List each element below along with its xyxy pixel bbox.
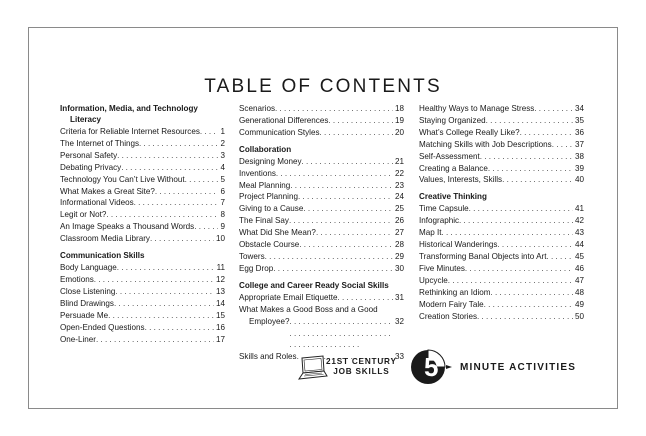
entry-page-number: 29 bbox=[394, 251, 404, 261]
dot-leader bbox=[194, 221, 218, 233]
entry-title: Skills and Roles bbox=[239, 352, 297, 362]
entry-title: Informational Videos bbox=[60, 198, 134, 208]
entry-page-number: 9 bbox=[220, 222, 225, 232]
entry-title: Open-Ended Questions bbox=[60, 322, 145, 332]
toc-entry[interactable] bbox=[239, 203, 404, 215]
entry-page-number: 24 bbox=[394, 192, 404, 202]
dot-leader bbox=[276, 168, 393, 180]
entry-title: What Did She Mean? bbox=[239, 228, 316, 238]
entry-title: Classroom Media Library bbox=[60, 234, 150, 244]
section-heading-continued: Literacy bbox=[70, 115, 102, 124]
dot-leader bbox=[298, 191, 393, 203]
toc-section bbox=[419, 103, 584, 186]
entry-page-number: 7 bbox=[220, 198, 225, 208]
dot-leader bbox=[491, 287, 573, 299]
section-heading-text: Information, Media, and Technology bbox=[60, 104, 198, 113]
entry-page-number: 26 bbox=[394, 216, 404, 226]
entry-title: Rethinking an Idiom bbox=[419, 287, 491, 297]
dot-leader bbox=[134, 197, 219, 209]
entry-title: Generational Differences bbox=[239, 115, 329, 125]
entry-page-number: 5 bbox=[220, 174, 225, 184]
entry-page-number: 36 bbox=[574, 127, 584, 137]
entry-page-number: 22 bbox=[394, 168, 404, 178]
entry-page-number: 38 bbox=[574, 151, 584, 161]
dot-leader bbox=[114, 298, 214, 310]
entry-title: Persuade Me bbox=[60, 310, 109, 320]
entry-title: Self-Assessment bbox=[419, 151, 480, 161]
entry-title: Matching Skills with Job Descriptions bbox=[419, 139, 552, 149]
dot-leader bbox=[299, 239, 393, 251]
dot-leader bbox=[117, 262, 215, 274]
entry-page-number: 41 bbox=[574, 204, 584, 214]
toc-entry[interactable] bbox=[239, 103, 404, 115]
dot-leader bbox=[448, 275, 573, 287]
toc-entry[interactable] bbox=[239, 180, 404, 192]
toc-entry[interactable] bbox=[239, 292, 404, 304]
entry-page-number: 40 bbox=[574, 175, 584, 185]
section-heading-text: Communication Skills bbox=[60, 251, 145, 261]
laptop-icon bbox=[296, 355, 328, 381]
section-heading-text: College and Career Ready Social Skills bbox=[239, 280, 389, 290]
entry-page-number: 15 bbox=[215, 310, 225, 320]
entry-page-number: 28 bbox=[394, 240, 404, 250]
toc-entry[interactable] bbox=[60, 138, 225, 150]
dot-leader bbox=[290, 316, 393, 352]
toc-entry[interactable] bbox=[60, 334, 225, 346]
entry-page-number: 16 bbox=[215, 322, 225, 332]
toc-entry[interactable] bbox=[60, 274, 225, 286]
toc-entry[interactable] bbox=[239, 127, 404, 139]
entry-title: Appropriate Email Etiquette bbox=[239, 292, 338, 302]
dot-leader bbox=[546, 251, 573, 263]
section-heading bbox=[239, 280, 404, 291]
entry-page-number: 32 bbox=[394, 316, 404, 326]
toc-entry[interactable] bbox=[239, 168, 404, 180]
section-heading-text: Creative Thinking bbox=[419, 192, 487, 202]
dot-leader bbox=[552, 139, 573, 151]
entry-title: Obstacle Course bbox=[239, 240, 300, 250]
toc-entry[interactable] bbox=[239, 263, 404, 275]
entry-title: Modern Fairy Tale bbox=[419, 299, 484, 309]
entry-title: Communication Styles bbox=[239, 127, 320, 137]
toc-section bbox=[60, 250, 225, 345]
logo-number: 5 bbox=[424, 352, 439, 382]
entry-title: The Final Say bbox=[239, 216, 289, 226]
entry-page-number: 21 bbox=[394, 156, 404, 166]
toc-entry[interactable] bbox=[60, 262, 225, 274]
entry-title: Staying Organized bbox=[419, 115, 486, 125]
entry-page-number: 30 bbox=[394, 263, 404, 273]
dot-leader bbox=[442, 227, 573, 239]
entry-page-number: 25 bbox=[394, 204, 404, 214]
entry-page-number: 49 bbox=[574, 299, 584, 309]
dot-leader bbox=[96, 334, 214, 346]
entry-page-number: 19 bbox=[394, 115, 404, 125]
entry-page-number: 47 bbox=[574, 275, 584, 285]
dot-leader bbox=[106, 209, 218, 221]
entry-title: Historical Wanderings bbox=[419, 240, 498, 250]
entry-page-number: 35 bbox=[574, 115, 584, 125]
entry-title: Egg Drop bbox=[239, 263, 274, 273]
toc-entry[interactable] bbox=[60, 126, 225, 138]
dot-leader bbox=[320, 127, 393, 139]
toc-entry[interactable] bbox=[60, 150, 225, 162]
entry-page-number: 13 bbox=[215, 286, 225, 296]
dot-leader bbox=[185, 174, 219, 186]
toc-column-3 bbox=[419, 103, 584, 327]
entry-page-number: 11 bbox=[216, 263, 225, 273]
entry-title: An Image Speaks a Thousand Words bbox=[60, 222, 195, 232]
entry-title: Criteria for Reliable Internet Resources bbox=[60, 127, 200, 136]
dot-leader bbox=[488, 163, 573, 175]
toc-column-1 bbox=[60, 103, 225, 350]
entry-page-number: 33 bbox=[394, 352, 404, 362]
entry-page-number: 46 bbox=[574, 263, 584, 273]
toc-section bbox=[60, 103, 225, 245]
series-logo bbox=[296, 347, 588, 387]
dot-leader bbox=[465, 263, 573, 275]
toc-entry[interactable] bbox=[60, 174, 225, 186]
dot-leader bbox=[150, 233, 214, 245]
toc-entry[interactable] bbox=[419, 275, 584, 287]
entry-page-number: 4 bbox=[220, 162, 225, 172]
dot-leader bbox=[316, 227, 393, 239]
dot-leader bbox=[459, 215, 573, 227]
toc-entry[interactable] bbox=[419, 227, 584, 239]
entry-page-number: 1 bbox=[220, 127, 225, 136]
toc-entry[interactable] bbox=[60, 233, 225, 245]
dot-leader bbox=[520, 127, 573, 139]
entry-title: One-Liner bbox=[60, 334, 96, 344]
dot-leader bbox=[477, 311, 573, 323]
toc-entry[interactable] bbox=[419, 103, 584, 115]
dot-leader bbox=[290, 180, 393, 192]
dot-leader bbox=[121, 162, 218, 174]
entry-title: What’s College Really Like? bbox=[419, 127, 520, 137]
entry-page-number: 48 bbox=[574, 287, 584, 297]
dot-leader bbox=[502, 174, 573, 186]
entry-title: Inventions bbox=[239, 168, 276, 178]
toc-section bbox=[239, 103, 404, 139]
toc-entry[interactable] bbox=[239, 251, 404, 263]
entry-title: Personal Safety bbox=[60, 150, 118, 160]
toc-entry[interactable] bbox=[419, 287, 584, 299]
toc-entry[interactable] bbox=[419, 115, 584, 127]
entry-title: Infographic bbox=[419, 216, 460, 226]
entry-title: Creating a Balance bbox=[419, 163, 488, 173]
entry-page-number: 20 bbox=[394, 127, 404, 137]
dot-leader bbox=[289, 215, 393, 227]
dot-leader bbox=[275, 103, 393, 115]
entry-page-number: 14 bbox=[215, 298, 225, 308]
entry-title: Debating Privacy bbox=[60, 162, 122, 172]
toc-entry[interactable] bbox=[60, 186, 225, 198]
entry-title: What Makes a Good Boss and a Good bbox=[239, 304, 378, 314]
dot-leader bbox=[469, 203, 573, 215]
entry-page-number: 31 bbox=[394, 292, 404, 302]
toc-entry[interactable] bbox=[419, 139, 584, 151]
toc-entry[interactable] bbox=[419, 263, 584, 275]
toc-entry[interactable] bbox=[419, 299, 584, 311]
entry-title: Giving to a Cause bbox=[239, 204, 304, 214]
dot-leader bbox=[328, 115, 393, 127]
section-heading bbox=[239, 144, 404, 155]
entry-page-number: 12 bbox=[215, 274, 225, 284]
entry-page-number: 34 bbox=[574, 104, 584, 113]
entry-title: Blind Drawings bbox=[60, 298, 114, 308]
toc-entry[interactable] bbox=[60, 322, 225, 334]
entry-title: Map It bbox=[419, 228, 442, 238]
toc-entry[interactable] bbox=[239, 239, 404, 251]
toc-entry[interactable] bbox=[60, 310, 225, 322]
entry-title: The Internet of Things bbox=[60, 138, 140, 148]
toc-entry[interactable] bbox=[239, 115, 404, 127]
entry-page-number: 45 bbox=[574, 251, 584, 261]
entry-title: Designing Money bbox=[239, 156, 302, 166]
dot-leader bbox=[108, 310, 214, 322]
entry-page-number: 37 bbox=[574, 139, 584, 149]
logo-series-name bbox=[326, 357, 397, 377]
toc-entry[interactable] bbox=[419, 174, 584, 186]
section-heading-text: Collaboration bbox=[239, 144, 292, 154]
entry-title: Transforming Banal Objects into Art bbox=[419, 251, 547, 261]
entry-page-number: 27 bbox=[394, 228, 404, 238]
dot-leader bbox=[497, 239, 573, 251]
logo-minute-activities: MINUTE ACTIVITIES bbox=[460, 362, 577, 373]
dot-leader bbox=[94, 274, 214, 286]
toc-entry[interactable] bbox=[239, 215, 404, 227]
dot-leader bbox=[338, 292, 393, 304]
toc-entry[interactable] bbox=[419, 239, 584, 251]
logo-line-1: 21ST CENTURY bbox=[326, 357, 397, 366]
dot-leader bbox=[200, 126, 219, 138]
entry-page-number: 8 bbox=[220, 210, 225, 220]
toc-entry[interactable] bbox=[419, 151, 584, 163]
entry-page-number: 50 bbox=[574, 311, 584, 321]
toc-entry[interactable] bbox=[239, 191, 404, 203]
toc-entry[interactable] bbox=[239, 156, 404, 168]
dot-leader bbox=[139, 138, 218, 150]
toc-entry[interactable] bbox=[239, 304, 404, 352]
entry-title: Values, Interests, Skills bbox=[419, 175, 503, 185]
dot-leader bbox=[117, 150, 218, 162]
dot-leader bbox=[115, 286, 214, 298]
toc-entry[interactable] bbox=[419, 203, 584, 215]
toc-entry[interactable] bbox=[60, 209, 225, 221]
dot-leader bbox=[480, 151, 573, 163]
section-heading bbox=[60, 103, 225, 125]
toc-entry[interactable] bbox=[60, 197, 225, 209]
entry-title: Close Listening bbox=[60, 286, 116, 296]
dot-leader bbox=[534, 103, 573, 115]
toc-entry[interactable] bbox=[60, 298, 225, 310]
toc-section bbox=[419, 191, 584, 322]
entry-page-number: 2 bbox=[220, 138, 225, 148]
entry-page-number: 23 bbox=[394, 180, 404, 190]
toc-entry[interactable] bbox=[239, 227, 404, 239]
entry-title: Creation Stories bbox=[419, 311, 478, 321]
toc-entry[interactable] bbox=[60, 286, 225, 298]
entry-title: Body Language bbox=[60, 263, 117, 273]
five-circle-icon bbox=[406, 347, 454, 387]
entry-page-number: 3 bbox=[220, 150, 225, 160]
entry-page-number: 6 bbox=[220, 186, 225, 196]
toc-entry[interactable] bbox=[419, 215, 584, 227]
dot-leader bbox=[302, 156, 393, 168]
dot-leader bbox=[265, 251, 393, 263]
entry-title: Upcycle bbox=[419, 275, 448, 285]
toc-entry[interactable] bbox=[60, 162, 225, 174]
entry-title: Time Capsule bbox=[419, 204, 469, 214]
dot-leader bbox=[155, 186, 219, 198]
section-heading bbox=[419, 191, 584, 202]
entry-page-number: 10 bbox=[215, 234, 225, 244]
entry-title: Technology You Can’t Live Without bbox=[60, 174, 185, 184]
section-heading bbox=[60, 250, 225, 261]
entry-title: Towers bbox=[239, 251, 265, 261]
page-title: TABLE OF CONTENTS bbox=[204, 76, 442, 97]
toc-entry[interactable] bbox=[60, 221, 225, 233]
dot-leader bbox=[303, 203, 393, 215]
entry-title: Meal Planning bbox=[239, 180, 291, 190]
entry-page-number: 17 bbox=[215, 334, 225, 344]
toc-entry[interactable] bbox=[419, 127, 584, 139]
entry-page-number: 18 bbox=[394, 104, 404, 113]
entry-title: What Makes a Great Site? bbox=[60, 186, 155, 196]
toc-entry[interactable] bbox=[419, 163, 584, 175]
entry-title: Legit or Not? bbox=[60, 210, 107, 220]
logo-line-2: JOB SKILLS bbox=[333, 367, 390, 376]
entry-page-number: 42 bbox=[574, 216, 584, 226]
entry-title: Five Minutes bbox=[419, 263, 465, 273]
entry-page-number: 44 bbox=[574, 240, 584, 250]
toc-column-2 bbox=[239, 103, 404, 368]
entry-title-continued: Employee? bbox=[249, 316, 290, 326]
entry-title: Healthy Ways to Manage Stress bbox=[419, 104, 535, 113]
dot-leader bbox=[486, 115, 573, 127]
entry-page-number: 39 bbox=[574, 163, 584, 173]
toc-entry[interactable] bbox=[419, 251, 584, 263]
entry-title: Project Planning bbox=[239, 192, 298, 202]
toc-entry[interactable] bbox=[419, 311, 584, 323]
toc-section bbox=[239, 144, 404, 275]
dot-leader bbox=[273, 263, 393, 275]
entry-title: Scenarios bbox=[239, 104, 275, 113]
entry-page-number: 43 bbox=[574, 228, 584, 238]
dot-leader bbox=[145, 322, 214, 334]
dot-leader bbox=[484, 299, 573, 311]
entry-title: Emotions bbox=[60, 274, 94, 284]
